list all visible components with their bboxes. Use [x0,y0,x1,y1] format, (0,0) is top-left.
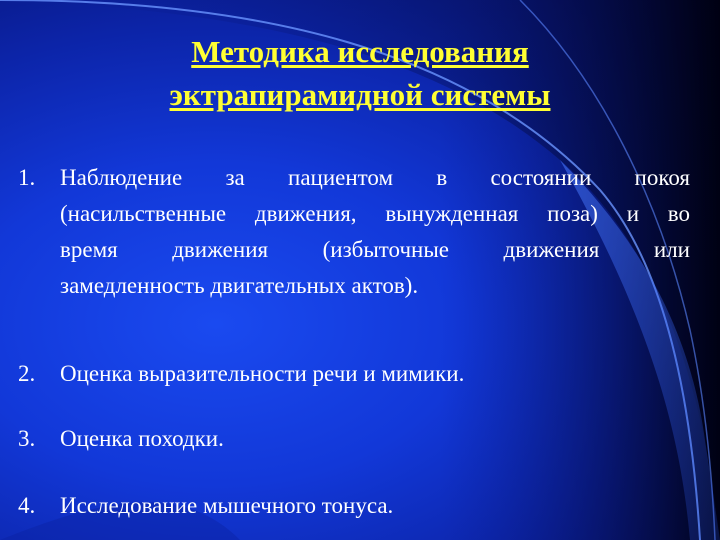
list-item-number: 3. [18,426,36,451]
slide-title-line-1: Методика исследования [191,34,529,69]
list-item-number: 1. [18,165,36,190]
list-item-line: замедленность двигательных актов). [60,273,419,298]
list-item-line: (насильственные движения, вынужденная поза) и во [60,201,690,226]
list-item-text: Исследование мышечного тонуса. [60,493,394,518]
list-item-3 [18,421,690,457]
slide-title-line-2: эктрапирамидной системы [169,77,551,112]
list-item-1 [18,160,690,310]
list-item-text [60,160,690,298]
list-item-4 [18,488,690,524]
list-item-line: Наблюдение за пациентом в состоянии покоя [60,165,690,190]
list-item-number: 4. [18,493,36,518]
list-item-text: Оценка походки. [60,426,224,451]
slide-title [60,30,660,116]
list-item-line: время движения (избыточные движения или [60,237,690,262]
list-item-number: 2. [18,361,36,386]
list-item-text: Оценка выразительности речи и мимики. [60,361,465,386]
list-item-2 [18,356,690,392]
